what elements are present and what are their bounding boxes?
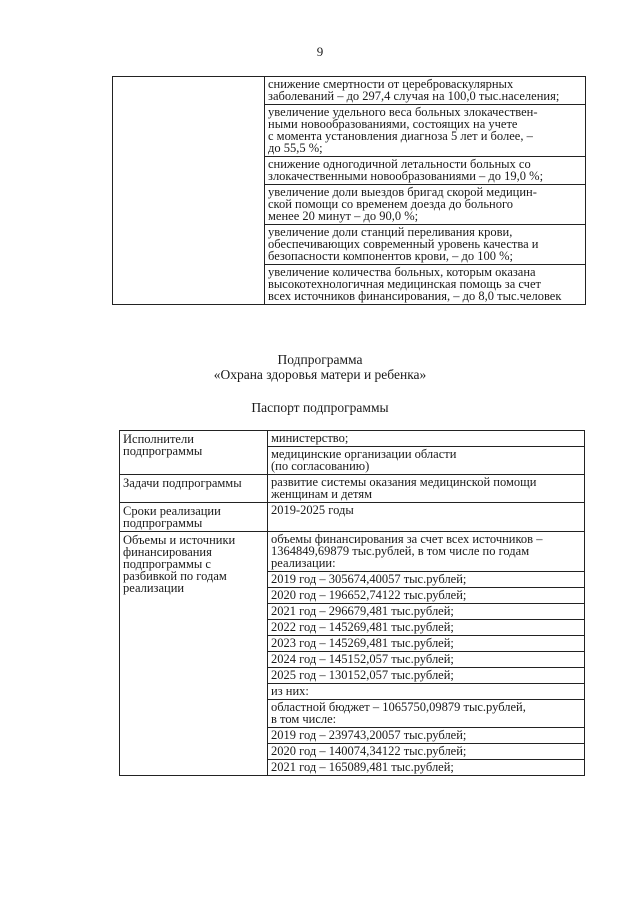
funding-item: 2022 год – 145269,481 тыс.рублей;: [268, 619, 584, 635]
row-label-terms: Сроки реализации подпрограммы: [123, 504, 221, 530]
passport-value-cell: [268, 532, 585, 776]
empty-label-cell: [113, 77, 265, 305]
passport-label-cell: [120, 503, 268, 532]
row-label-executors: Исполнители подпрограммы: [123, 432, 203, 458]
passport-title: Паспорт подпрограммы: [251, 400, 389, 415]
funding-item: 2021 год – 165089,481 тыс.рублей;: [268, 759, 584, 775]
funding-item: из них:: [268, 683, 584, 699]
target-indicator: снижение смертности от цереброваскулярных заболеваний – до 297,4 случая на 100,0 тыс.населения;: [268, 77, 560, 103]
funding-item: 2020 год – 140074,34122 тыс.рублей;: [268, 743, 584, 759]
passport-table: [119, 430, 585, 776]
subprogram-title-line2: «Охрана здоровья матери и ребенка»: [213, 367, 427, 382]
passport-value-cell: [268, 475, 585, 503]
row-label-tasks: Задачи подпрограммы: [123, 476, 242, 490]
targets-table: [112, 76, 586, 305]
funding-item: 2019 год – 305674,40057 тыс.рублей;: [268, 571, 584, 587]
executor-item: министерство;: [271, 431, 349, 445]
funding-item: объемы финансирования за счет всех источников – 1364849,69879 тыс.рублей, в том числе по годам реализации:: [271, 532, 543, 570]
row-label-funding: Объемы и источники финансирования подпрограммы с разбивкой по годам реализации: [123, 533, 236, 595]
target-indicator: увеличение количества больных, которым оказана высокотехнологичная медицинская помощь за счет всех источников финансирования, – до 8,0 тыс.человек: [265, 264, 585, 304]
table-row: [120, 532, 585, 776]
table-row: [120, 431, 585, 475]
passport-value-cell: [268, 503, 585, 532]
subprogram-title-line1: Подпрограмма: [277, 352, 363, 367]
passport-value-cell: [268, 431, 585, 475]
funding-item: 2025 год – 130152,057 тыс.рублей;: [268, 667, 584, 683]
funding-item: областной бюджет – 1065750,09879 тыс.рублей, в том числе:: [268, 699, 584, 727]
term-item: 2019-2025 годы: [271, 503, 354, 517]
passport-label-cell: [120, 431, 268, 475]
table-row: [113, 77, 586, 305]
subprogram-title: [0, 352, 640, 382]
funding-item: 2020 год – 196652,74122 тыс.рублей;: [268, 587, 584, 603]
funding-item: 2019 год – 239743,20057 тыс.рублей;: [268, 727, 584, 743]
target-indicator: увеличение доли выездов бригад скорой медицин- ской помощи со временем доезда до больного менее 20 минут – до 90,0 %;: [265, 184, 585, 224]
funding-item: 2021 год – 296679,481 тыс.рублей;: [268, 603, 584, 619]
funding-item: 2023 год – 145269,481 тыс.рублей;: [268, 635, 584, 651]
passport-label-cell: [120, 532, 268, 776]
target-indicator: увеличение удельного веса больных злокачествен- ными новообразованиями, состоящих на учете с момента установления диагноза 5 лет и более, – до 55,5 %;: [265, 104, 585, 156]
executor-item: медицинские организации области (по согласованию): [268, 446, 584, 474]
page-number: 9: [316, 44, 324, 59]
funding-item: 2024 год – 145152,057 тыс.рублей;: [268, 651, 584, 667]
target-indicator: увеличение доли станций переливания крови, обеспечивающих современный уровень качества и безопасности компонентов крови, – до 100 %;: [265, 224, 585, 264]
table-row: [120, 475, 585, 503]
target-indicators-cell: [265, 77, 586, 305]
table-row: [120, 503, 585, 532]
target-indicator: снижение одногодичной летальности больных со злокачественными новообразованиями – до 19,0 %;: [265, 156, 585, 184]
passport-label-cell: [120, 475, 268, 503]
task-item: развитие системы оказания медицинской помощи женщинам и детям: [271, 475, 537, 501]
